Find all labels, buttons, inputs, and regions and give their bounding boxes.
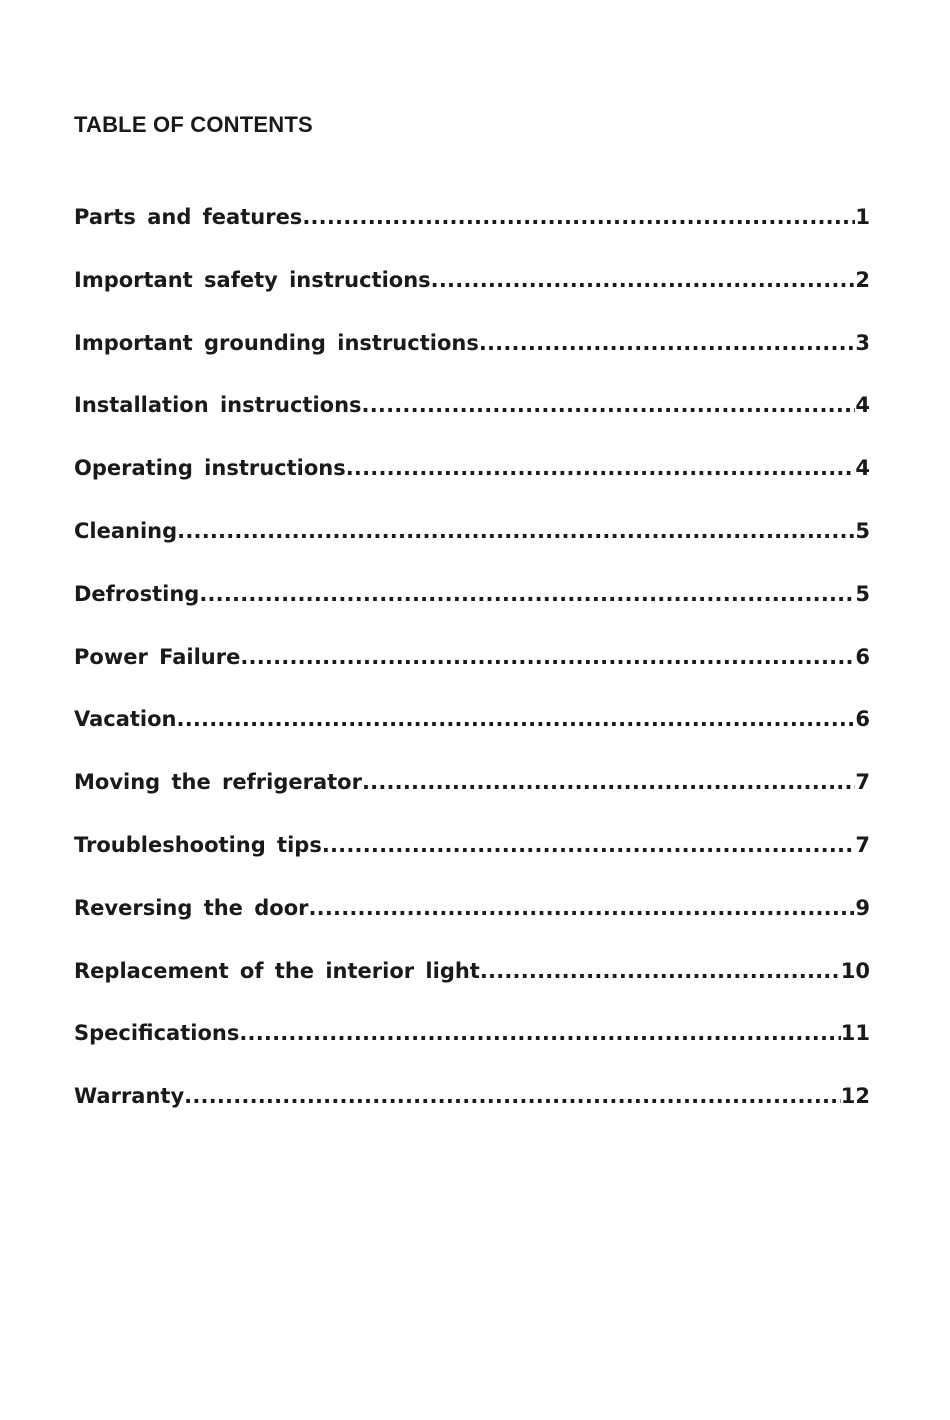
toc-entry[interactable]: [74, 893, 870, 956]
toc-entry[interactable]: [74, 202, 870, 265]
dot-leader: [302, 202, 855, 232]
toc-entry-label: Defrosting: [74, 581, 200, 606]
toc-entry-label: Specifications: [74, 1021, 240, 1046]
dot-leader: [177, 516, 855, 546]
dot-leader: [322, 830, 856, 860]
toc-entry[interactable]: [74, 453, 870, 516]
toc-entry-page: 6: [855, 644, 870, 669]
toc-entry-label: Replacement of the interior light: [74, 958, 480, 983]
toc-entry[interactable]: [74, 704, 870, 767]
dot-leader: [479, 328, 856, 358]
dot-leader: [362, 767, 855, 797]
page-title: TABLE OF CONTENTS: [74, 112, 313, 137]
toc-entry-label: Warranty: [74, 1084, 185, 1109]
dot-leader: [431, 265, 856, 295]
dot-leader: [308, 893, 855, 923]
toc-entry-label: Cleaning: [74, 518, 178, 543]
toc-entry-page: 11: [840, 1021, 870, 1046]
toc-entry-label: Important safety instructions: [74, 267, 431, 292]
toc-entry[interactable]: [74, 642, 870, 705]
toc-entry-label: Important grounding instructions: [74, 330, 479, 355]
dot-leader: [240, 642, 855, 672]
dot-leader: [199, 579, 855, 609]
toc-entry-label: Parts and features: [74, 205, 303, 229]
toc-entry-page: 4: [855, 393, 870, 418]
dot-leader: [239, 1018, 840, 1048]
toc-entry[interactable]: [74, 1081, 870, 1144]
toc-entry-page: 10: [840, 958, 870, 983]
dot-leader: [184, 1081, 841, 1111]
toc-list: [74, 202, 870, 1144]
dot-leader: [480, 956, 841, 986]
toc-entry[interactable]: [74, 956, 870, 1019]
toc-entry-page: 9: [855, 895, 870, 920]
toc-entry-label: Power Failure: [74, 644, 241, 669]
dot-leader: [177, 704, 856, 734]
toc-entry[interactable]: [74, 579, 870, 642]
toc-entry[interactable]: [74, 265, 870, 328]
toc-entry-label: Reversing the door: [74, 895, 309, 920]
toc-entry-page: 5: [855, 518, 870, 543]
toc-entry-label: Moving the refrigerator: [74, 770, 362, 795]
toc-entry[interactable]: [74, 1018, 870, 1081]
toc-entry-label: Troubleshooting tips: [74, 832, 322, 857]
toc-entry-page: 1: [855, 205, 870, 229]
toc-entry-page: 3: [855, 330, 870, 355]
toc-entry-label: Vacation: [74, 707, 177, 732]
toc-entry-page: 12: [840, 1084, 870, 1109]
toc-entry[interactable]: [74, 328, 870, 391]
dot-leader: [362, 390, 856, 420]
toc-entry-label: Installation instructions: [74, 393, 362, 418]
toc-entry[interactable]: [74, 830, 870, 893]
toc-entry-label: Operating instructions: [74, 456, 346, 481]
dot-leader: [346, 453, 856, 483]
toc-entry[interactable]: [74, 390, 870, 453]
toc-entry-page: 6: [855, 707, 870, 732]
toc-entry-page: 2: [855, 267, 870, 292]
toc-entry-page: 4: [855, 456, 870, 481]
toc-entry[interactable]: [74, 767, 870, 830]
toc-entry-page: 7: [855, 832, 870, 857]
toc-entry[interactable]: [74, 516, 870, 579]
toc-entry-page: 7: [855, 770, 870, 795]
toc-entry-page: 5: [855, 581, 870, 606]
